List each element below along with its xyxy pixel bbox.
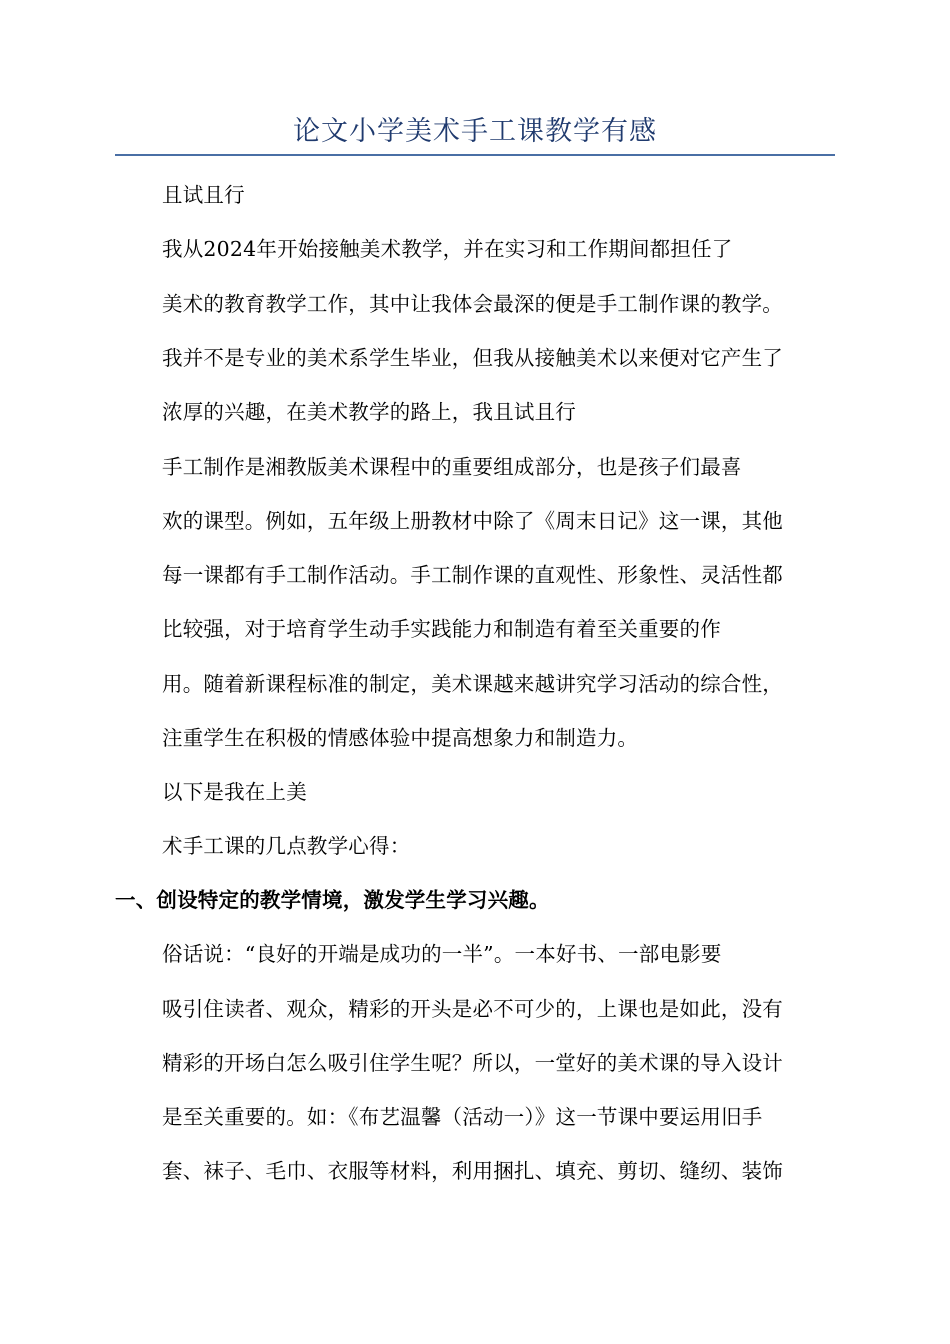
paragraph-line: 我并不是专业的美术系学生毕业，但我从接触美术以来便对它产生了 bbox=[162, 346, 783, 370]
paragraph-line: 每一课都有手工制作活动。手工制作课的直观性、形象性、灵活性都 bbox=[162, 563, 783, 587]
paragraph-line: 手工制作是湘教版美术课程中的重要组成部分，也是孩子们最喜 bbox=[162, 455, 742, 479]
paragraph-line: 浓厚的兴趣，在美术教学的路上，我且试且行 bbox=[162, 400, 576, 424]
title-underline bbox=[115, 154, 835, 156]
paragraph-line: 精彩的开场白怎么吸引住学生呢？所以，一堂好的美术课的导入设计 bbox=[162, 1051, 783, 1075]
paragraph-line: 欢的课型。例如，五年级上册教材中除了《周末日记》这一课，其他 bbox=[162, 509, 783, 533]
paragraph-line: 套、袜子、毛巾、衣服等材料，利用捆扎、填充、剪切、缝纫、装饰 bbox=[162, 1159, 783, 1183]
paragraph-line: 以下是我在上美 bbox=[162, 780, 307, 804]
paragraph-line: 吸引住读者、观众，精彩的开头是必不可少的，上课也是如此，没有 bbox=[162, 997, 783, 1021]
paragraph-line: 用。随着新课程标准的制定，美术课越来越讲究学习活动的综合性， bbox=[162, 672, 783, 696]
paragraph-line: 且试且行 bbox=[162, 183, 245, 207]
paragraph-line: 术手工课的几点教学心得： bbox=[162, 834, 411, 858]
paragraph-line: 我从2024年开始接触美术教学，并在实习和工作期间都担任了 bbox=[162, 237, 733, 261]
paragraph-line: 美术的教育教学工作，其中让我体会最深的便是手工制作课的教学。 bbox=[162, 292, 783, 316]
paragraph-line: 俗话说：“良好的开端是成功的一半”。一本好书、一部电影要 bbox=[162, 942, 722, 966]
document-title: 论文小学美术手工课教学有感 bbox=[293, 116, 657, 147]
paragraph-line: 比较强，对于培育学生动手实践能力和制造有着至关重要的作 bbox=[162, 617, 721, 641]
paragraph-line: 是至关重要的。如：《布艺温馨（活动一）》这一节课中要运用旧手 bbox=[162, 1105, 763, 1129]
paragraph-line: 注重学生在积极的情感体验中提高想象力和制造力。 bbox=[162, 726, 639, 750]
section-heading: 一、创设特定的教学情境，激发学生学习兴趣。 bbox=[115, 888, 550, 912]
